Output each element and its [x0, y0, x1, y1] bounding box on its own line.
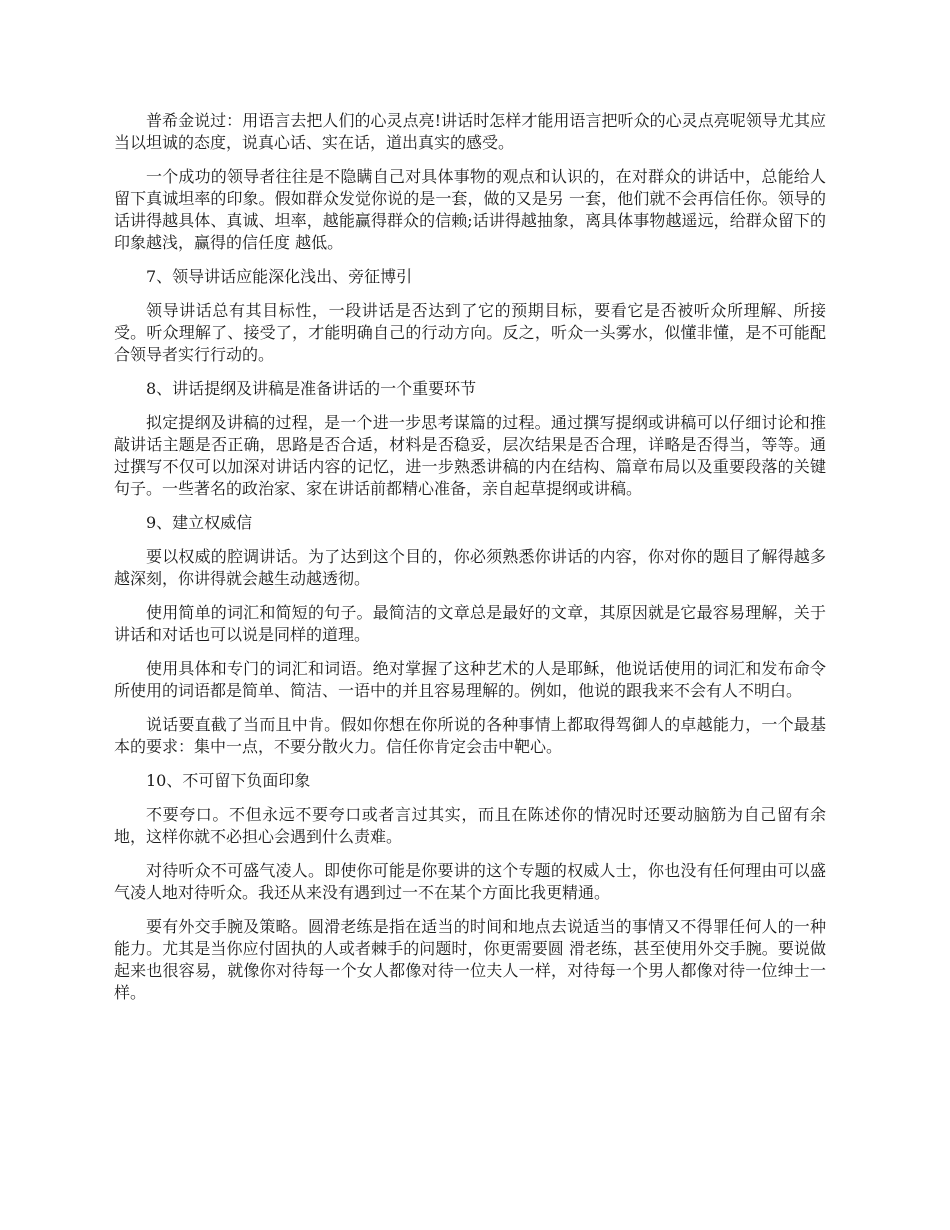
paragraph: 使用简单的词汇和简短的句子。最简洁的文章总是最好的文章，其原因就是它最容易理解，关于讲话和对话也可以说是同样的道理。 — [114, 603, 826, 644]
paragraph: 要以权威的腔调讲话。为了达到这个目的，你必须熟悉你讲话的内容，你对你的题目了解得越多越深刻，你讲得就会越生动越透彻。 — [114, 547, 826, 588]
section-heading: 9、建立权威信 — [146, 513, 253, 532]
paragraph: 拟定提纲及讲稿的过程，是一个进一步思考谋篇的过程。通过撰写提纲或讲稿可以仔细讨论和推敲讲话主题是否正确，思路是否合适，材料是否稳妥，层次结果是否合理，详略是否得当，等等。通过撰写不仅可以加深对讲话内容的记忆，进一步熟悉讲稿的内在结构、篇章布局以及重要段落的关键句子。一些著名的政治家、家在讲话前都精心准备，亲自起草提纲或讲稿。 — [114, 413, 826, 498]
paragraph: 对待听众不可盛气凌人。即使你可能是你要讲的这个专题的权威人士，你也没有任何理由可以盛气凌人地对待听众。我还从来没有遇到过一不在某个方面比我更精通。 — [114, 861, 826, 902]
paragraph: 一个成功的领导者往往是不隐瞒自己对具体事物的观点和认识的，在对群众的讲话中，总能给人留下真诚坦率的印象。假如群众发觉你说的是一套，做的又是另 一套，他们就不会再信任你。领导的话讲得越具体、真诚、坦率，越能赢得群众的信赖;话讲得越抽象，离具体事物越遥远，给群众留下的印象越浅，赢得的信任度 越低。 — [114, 167, 826, 252]
section-heading: 8、讲话提纲及讲稿是准备讲话的一个重要环节 — [146, 379, 477, 398]
section-heading: 7、领导讲话应能深化浅出、旁征博引 — [146, 267, 413, 286]
document-body — [114, 110, 826, 1016]
paragraph: 使用具体和专门的词汇和词语。绝对掌握了这种艺术的人是耶稣，他说话使用的词汇和发布命令所使用的词语都是简单、简洁、一语中的并且容易理解的。例如，他说的跟我来不会有人不明白。 — [114, 659, 826, 700]
paragraph: 不要夸口。不但永远不要夸口或者言过其实，而且在陈述你的情况时还要动脑筋为自己留有余地，这样你就不必担心会遇到什么责难。 — [114, 805, 826, 846]
paragraph: 要有外交手腕及策略。圆滑老练是指在适当的时间和地点去说适当的事情又不得罪任何人的一种能力。尤其是当你应付固执的人或者棘手的问题时，你更需要圆 滑老练，甚至使用外交手腕。要说做起来也很容易，就像你对待每一个女人都像对待一位夫人一样，对待每一个男人都像对待一位绅士一样。 — [114, 917, 826, 1002]
section-heading: 10、不可留下负面印象 — [146, 771, 311, 790]
paragraph: 说话要直截了当而且中肯。假如你想在你所说的各种事情上都取得驾御人的卓越能力，一个最基本的要求：集中一点，不要分散火力。信任你肯定会击中靶心。 — [114, 715, 826, 756]
paragraph: 普希金说过：用语言去把人们的心灵点亮!讲话时怎样才能用语言把听众的心灵点亮呢领导尤其应当以坦诚的态度，说真心话、实在话，道出真实的感受。 — [114, 111, 826, 152]
paragraph: 领导讲话总有其目标性，一段讲话是否达到了它的预期目标，要看它是否被听众所理解、所接受。听众理解了、接受了，才能明确自己的行动方向。反之，听众一头雾水，似懂非懂，是不可能配合领导者实行行动的。 — [114, 301, 826, 364]
